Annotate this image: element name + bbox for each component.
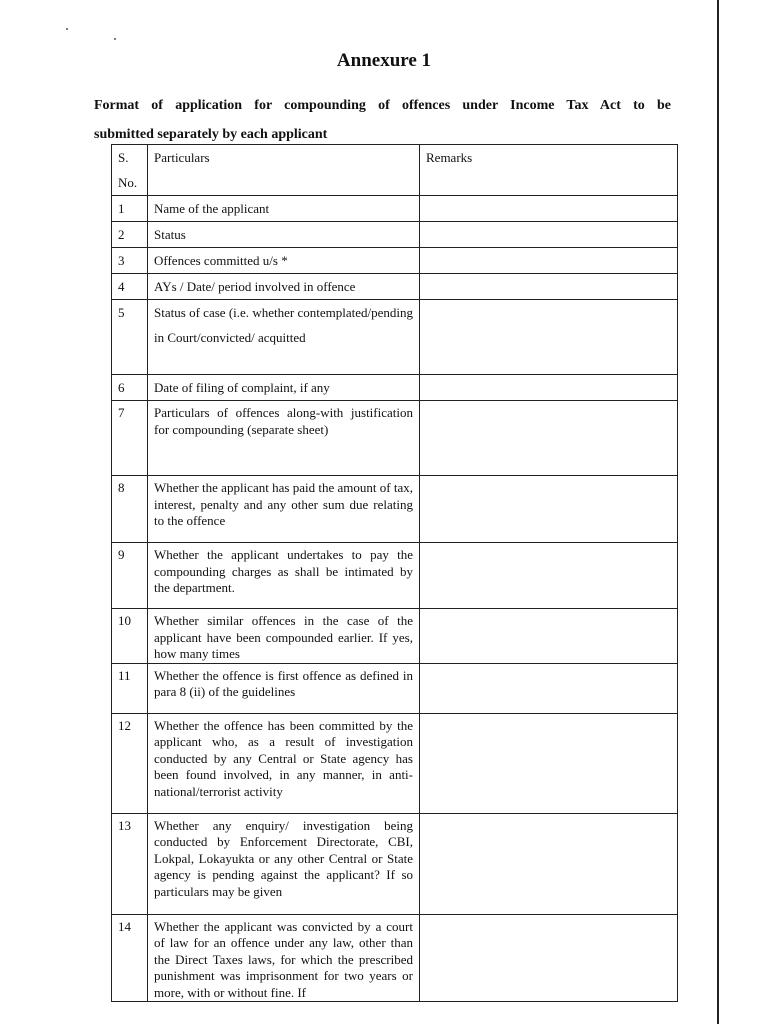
table-header-row xyxy=(112,145,678,196)
row-sno: 4 xyxy=(112,274,148,300)
row-remarks[interactable] xyxy=(420,248,678,274)
row-sno: 8 xyxy=(112,476,148,543)
row-sno: 12 xyxy=(112,713,148,813)
row-sno: 9 xyxy=(112,543,148,609)
row-sno: 5 xyxy=(112,300,148,375)
table-row xyxy=(112,300,678,375)
row-remarks[interactable] xyxy=(420,813,678,914)
document-subtitle xyxy=(94,91,671,149)
table-row xyxy=(112,609,678,664)
table-row xyxy=(112,222,678,248)
row-remarks[interactable] xyxy=(420,300,678,375)
row-particulars: Whether the applicant was convicted by a court of law for an offence under any law, other than the Direct Taxes laws, for which the prescribed punishment was imprisonment for two years or more, with or without fine. If xyxy=(148,914,420,1002)
row-particulars: Particulars of offences along-with justification for compounding (separate sheet) xyxy=(148,401,420,476)
row-remarks[interactable] xyxy=(420,713,678,813)
row-particulars: AYs / Date/ period involved in offence xyxy=(148,274,420,300)
header-remarks: Remarks xyxy=(420,145,678,196)
row-sno: 6 xyxy=(112,375,148,401)
row-remarks[interactable] xyxy=(420,222,678,248)
table-row xyxy=(112,543,678,609)
table-row xyxy=(112,401,678,476)
row-particulars: Offences committed u/s * xyxy=(148,248,420,274)
table-row xyxy=(112,713,678,813)
row-particulars: Whether any enquiry/ investigation being conducted by Enforcement Directorate, CBI, Lokpal, Lokayukta or any other Central or State agency is pending against the applicant? If so particulars may be given xyxy=(148,813,420,914)
table-row xyxy=(112,914,678,1002)
row-particulars: Name of the applicant xyxy=(148,196,420,222)
header-sno: S. No. xyxy=(112,145,148,196)
row-remarks[interactable] xyxy=(420,375,678,401)
scan-speck xyxy=(114,38,116,40)
row-remarks[interactable] xyxy=(420,609,678,664)
row-particulars: Whether the offence is first offence as defined in para 8 (ii) of the guidelines xyxy=(148,663,420,713)
table-row xyxy=(112,375,678,401)
row-particulars: Status of case (i.e. whether contemplated/pending in Court/convicted/ acquitted xyxy=(148,300,420,375)
row-sno: 3 xyxy=(112,248,148,274)
row-sno: 2 xyxy=(112,222,148,248)
header-particulars: Particulars xyxy=(148,145,420,196)
row-remarks[interactable] xyxy=(420,401,678,476)
row-sno: 10 xyxy=(112,609,148,664)
row-particulars: Status xyxy=(148,222,420,248)
subtitle-line-1: Format of application for compounding of offences under Income Tax Act to be xyxy=(94,98,671,113)
scan-speck xyxy=(66,28,68,30)
row-particulars: Whether similar offences in the case of the applicant have been compounded earlier. If yes, how many times xyxy=(148,609,420,664)
row-remarks[interactable] xyxy=(420,476,678,543)
table-row xyxy=(112,476,678,543)
row-sno: 7 xyxy=(112,401,148,476)
table-row xyxy=(112,813,678,914)
subtitle-line-2: submitted separately by each applicant xyxy=(94,127,328,142)
row-sno: 14 xyxy=(112,914,148,1002)
row-particulars: Date of filing of complaint, if any xyxy=(148,375,420,401)
row-remarks[interactable] xyxy=(420,543,678,609)
row-remarks[interactable] xyxy=(420,663,678,713)
row-sno: 11 xyxy=(112,663,148,713)
row-particulars: Whether the applicant has paid the amount of tax, interest, penalty and any other sum due relating to the offence xyxy=(148,476,420,543)
table-row xyxy=(112,663,678,713)
row-particulars: Whether the offence has been committed by the applicant who, as a result of investigation conducted by any Central or State agency has been found involved, in any manner, in anti-national/terrorist activity xyxy=(148,713,420,813)
application-form-table xyxy=(111,144,678,1002)
table-row xyxy=(112,196,678,222)
row-sno: 1 xyxy=(112,196,148,222)
row-remarks[interactable] xyxy=(420,196,678,222)
row-particulars: Whether the applicant undertakes to pay the compounding charges as shall be intimated by the department. xyxy=(148,543,420,609)
document-title: Annexure 1 xyxy=(336,50,432,71)
page-edge-line xyxy=(717,0,719,1024)
table-row xyxy=(112,248,678,274)
row-remarks[interactable] xyxy=(420,274,678,300)
table-row xyxy=(112,274,678,300)
row-remarks[interactable] xyxy=(420,914,678,1002)
row-sno: 13 xyxy=(112,813,148,914)
